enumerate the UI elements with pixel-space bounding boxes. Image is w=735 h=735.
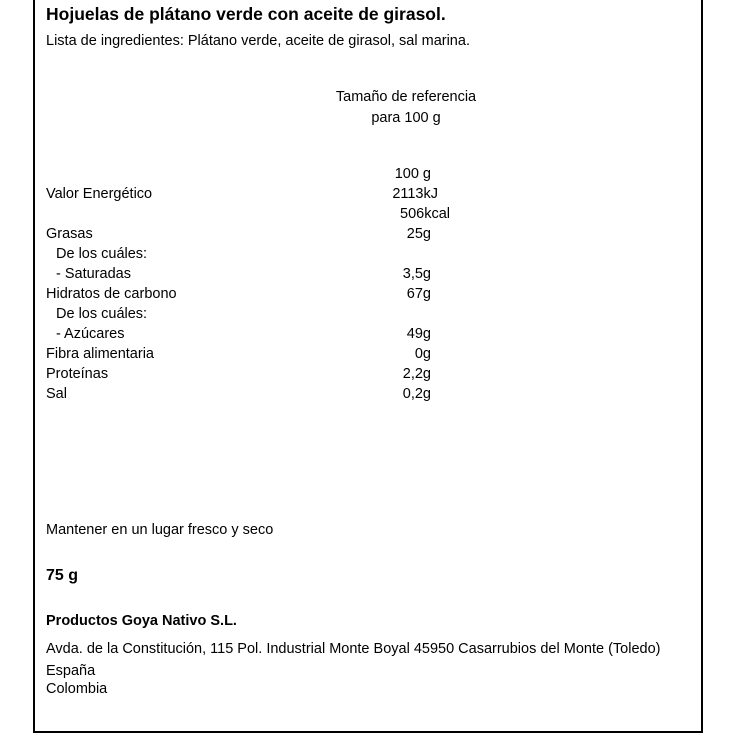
nutrient-value: 25g [406,226,431,242]
nutrient-sublabel: De los cuáles: [56,246,148,262]
nutrient-label: Proteínas [46,366,109,382]
company-name: Productos Goya Nativo S.L. [46,613,237,629]
product-title: Hojuelas de plátano verde con aceite de girasol. [46,4,446,24]
nutrient-value: 0,2g [402,386,431,402]
country-of-origin: Colombia [46,681,108,697]
net-weight: 75 g [46,567,79,584]
nutrient-value: 0g [414,346,431,362]
company-address: Avda. de la Constitución, 115 Pol. Industrial Monte Boyal 45950 Casarrubios del Monte (Toledo) España [46,641,661,679]
nutrient-label: - Azúcares [56,326,125,342]
nutrient-label: Hidratos de carbono [46,286,177,302]
nutrient-label: - Saturadas [56,266,131,282]
nutrient-value: 3,5g [402,266,431,282]
energy-kcal: 506kcal [400,206,450,222]
nutrient-label: Fibra alimentaria [46,346,154,362]
nutrient-value: 49g [406,326,431,342]
column-header: 100 g [394,166,431,182]
nutrient-value: 2,2g [402,366,431,382]
reference-size-line1: Tamaño de referencia [335,89,477,105]
reference-size [322,87,490,129]
energy-label: Valor Energético [46,186,153,202]
reference-size-line2: para 100 g [371,110,441,126]
storage-instructions: Mantener en un lugar fresco y seco [46,522,274,538]
energy-kj: 2113kJ [392,186,438,202]
nutrient-label: Sal [46,386,67,402]
ingredients-list: Lista de ingredientes: Plátano verde, aceite de girasol, sal marina. [46,33,470,49]
nutrient-sublabel: De los cuáles: [56,306,148,322]
nutrient-value: 67g [406,286,431,302]
nutrient-label: Grasas [46,226,93,242]
